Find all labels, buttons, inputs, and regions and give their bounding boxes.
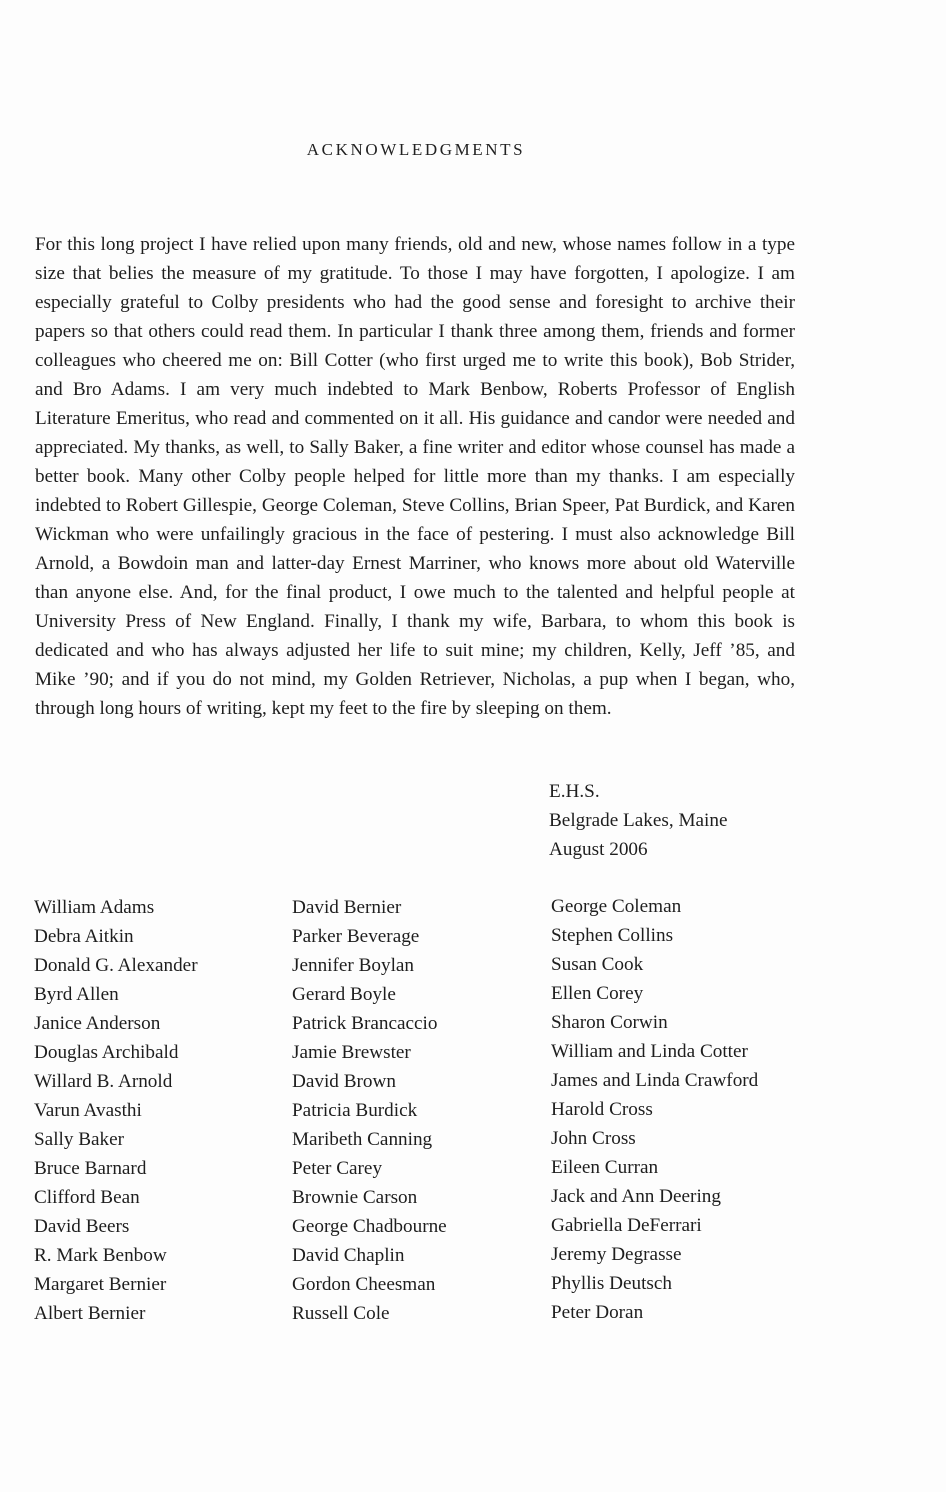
list-item: Brownie Carson [292, 1187, 418, 1208]
list-item: Susan Cook [551, 954, 644, 975]
list-item: Sharon Corwin [551, 1012, 668, 1033]
list-item: Peter Doran [551, 1302, 644, 1323]
list-item: William Adams [34, 897, 155, 918]
list-item: Sally Baker [34, 1129, 125, 1150]
list-item: Gerard Boyle [292, 984, 396, 1005]
list-item: Varun Avasthi [34, 1100, 142, 1121]
list-item: Willard B. Arnold [34, 1071, 173, 1092]
list-item: John Cross [551, 1128, 636, 1149]
author-initials: E.H.S. [549, 781, 600, 802]
list-item: George Chadbourne [292, 1216, 447, 1237]
list-item: Patrick Brancaccio [292, 1013, 438, 1034]
list-item: Gabriella DeFerrari [551, 1215, 702, 1236]
list-item: Eileen Curran [551, 1157, 659, 1178]
list-item: Debra Aitkin [34, 926, 134, 947]
list-item: Peter Carey [292, 1158, 383, 1179]
list-item: Jamie Brewster [292, 1042, 411, 1063]
list-item: David Brown [292, 1071, 396, 1092]
list-item: Maribeth Canning [292, 1129, 433, 1150]
list-item: Stephen Collins [551, 925, 674, 946]
list-item: Harold Cross [551, 1099, 653, 1120]
list-item: Bruce Barnard [34, 1158, 147, 1179]
list-item: Russell Cole [292, 1303, 390, 1324]
list-item: Janice Anderson [34, 1013, 161, 1034]
list-item: Gordon Cheesman [292, 1274, 436, 1295]
acknowledgments-paragraph: For this long project I have relied upon many friends, old and new, whose names follow in a type size that belies the measure of my gratitude. To those I may have forgotten, I apologize. I am especially grateful to Colby presidents who had the good sense and foresight to archive their papers so that others could read them. In particular I thank three among them, friends and former colleagues who cheered me on: Bill Cotter (who first urged me to write this book), Bob Strider, and Bro Adams. I am very much indebted to Mark Benbow, Roberts Professor of English Literature Emeritus, who read and commented on it all. His guidance and candor were needed and appreciated. My thanks, as well, to Sally Baker, a fine writer and editor whose counsel has made a better book. Many other Colby people helped for little more than my thanks. I am especially indebted to Robert Gillespie, George Coleman, Steve Collins, Brian Speer, Pat Burdick, and Karen Wickman who were unfailingly gracious in the face of pestering. I must also acknowledge Bill Arnold, a Bowdoin man and latter-day Ernest Marriner, who knows more about old Waterville than anyone else. And, for the final product, I owe much to the talented and helpful people at University Press of New England. Finally, I thank my wife, Barbara, to whom this book is dedicated and who has always adjusted her life to suit mine; my children, Kelly, Jeff ’85, and Mike ’90; and if you do not mind, my Golden Retriever, Nicholas, a pup when I began, who, through long hours of writing, kept my feet to the fire by sleeping on them. [35, 234, 795, 719]
names-column-2 [292, 893, 447, 1328]
list-item: Patricia Burdick [292, 1100, 418, 1121]
list-item: David Chaplin [292, 1245, 405, 1266]
list-item: Byrd Allen [34, 984, 119, 1005]
list-item: Jeremy Degrasse [551, 1244, 682, 1265]
list-item: Ellen Corey [551, 983, 644, 1004]
list-item: David Beers [34, 1216, 130, 1237]
list-item: Jack and Ann Deering [551, 1186, 721, 1207]
signoff-place: Belgrade Lakes, Maine [549, 810, 728, 831]
list-item: George Coleman [551, 896, 682, 917]
signoff-block [549, 777, 727, 864]
list-item: Albert Bernier [34, 1303, 146, 1324]
list-item: Donald G. Alexander [34, 955, 198, 976]
names-column-1 [34, 893, 198, 1328]
list-item: Douglas Archibald [34, 1042, 179, 1063]
list-item: James and Linda Crawford [551, 1070, 759, 1091]
page-title: ACKNOWLEDGMENTS [306, 140, 526, 159]
names-column-3 [551, 892, 758, 1327]
list-item: William and Linda Cotter [551, 1041, 748, 1062]
list-item: Margaret Bernier [34, 1274, 167, 1295]
list-item: Phyllis Deutsch [551, 1273, 672, 1294]
list-item: Parker Beverage [292, 926, 420, 947]
signoff-date: August 2006 [549, 839, 648, 860]
list-item: Jennifer Boylan [292, 955, 415, 976]
list-item: R. Mark Benbow [34, 1245, 167, 1266]
list-item: Clifford Bean [34, 1187, 140, 1208]
list-item: David Bernier [292, 897, 402, 918]
